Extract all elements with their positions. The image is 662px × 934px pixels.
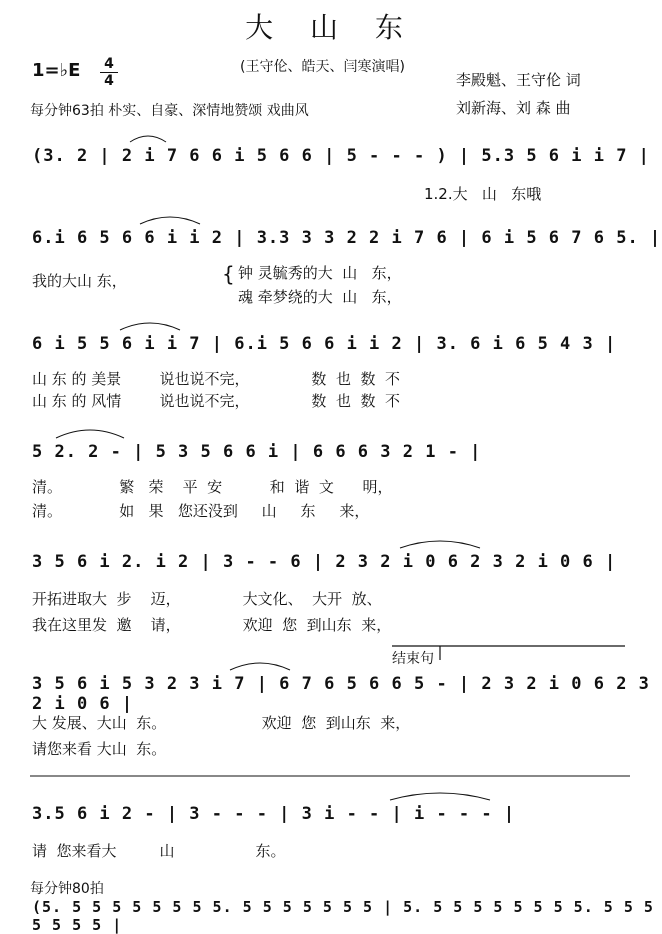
composers: 刘新海、刘 森 曲 bbox=[456, 99, 571, 117]
lyric-line-5b: 我在这里发 邀 请， 欢迎 您 到山东 来， bbox=[32, 616, 392, 634]
lyric-line-6a: 大 发展、大山 东。 欢迎 您 到山东 来， bbox=[32, 714, 411, 732]
notation-line-8: (5. 5 5 5 5 5 5 5 5. 5 5 5 5 5 5 5 | 5. 5 5 5 5 5 5 5 5. 5 5 5 5 5 5 5 | bbox=[32, 898, 654, 934]
lyric-line-1: 1.2.大 山 东哦 bbox=[424, 185, 542, 203]
slur bbox=[56, 430, 124, 438]
ending-bracket bbox=[392, 646, 625, 660]
notation-line-2: 6.i 6 5 6 6 i i 2 | 3.3 3 3 2 2 i 7 6 | 6 i 5 6 7 6 5. | bbox=[32, 228, 662, 248]
slur bbox=[130, 136, 166, 142]
singers: (王守伦、皓天、闫寒演唱) bbox=[240, 59, 405, 75]
notation-line-6: 3 5 6 i 5 3 2 3 i 7 | 6 7 6 5 6 6 5 - | 2 3 2 i 0 6 2 3 2 i 0 6 | bbox=[32, 674, 650, 714]
slur bbox=[120, 323, 180, 330]
song-title: 大 山 东 bbox=[245, 11, 417, 44]
tempo-marking: 每分钟63拍 朴实、自豪、深情地赞颂 戏曲风 bbox=[30, 103, 309, 119]
lyricists: 李殿魁、王守伦 词 bbox=[456, 71, 581, 89]
notation-line-4: 5 2. 2 - | 5 3 5 6 6 i | 6 6 6 3 2 1 - | bbox=[32, 442, 482, 462]
lyric-line-3a: 山 东 的 美景 说也说不完， 数 也 数 不 bbox=[32, 370, 401, 388]
tempo-marking-2: 每分钟80拍 bbox=[30, 881, 104, 897]
slur bbox=[400, 541, 480, 548]
slur bbox=[390, 793, 490, 800]
slur bbox=[230, 663, 290, 670]
brace: { bbox=[222, 262, 235, 286]
lyric-line-4b: 清。 如 果 您还没到 山 东 来， bbox=[32, 502, 370, 520]
lyric-line-7: 请 您来看大 山 东。 bbox=[32, 842, 286, 860]
lyric-line-4a: 清。 繁 荣 平 安 和 谐 文 明， bbox=[32, 478, 393, 496]
lyric-line-3b: 山 东 的 风情 说也说不完， 数 也 数 不 bbox=[32, 392, 401, 410]
lyric-line-2c: 魂 牵梦绕的大 山 东， bbox=[238, 288, 402, 306]
lyric-line-2a: 我的大山 东， bbox=[32, 272, 127, 290]
notation-line-5: 3 5 6 i 2. i 2 | 3 - - 6 | 2 3 2 i 0 6 2 3 2 i 0 6 | bbox=[32, 552, 617, 572]
key-signature: 1=♭E bbox=[32, 60, 81, 81]
notation-line-7: 3.5 6 i 2 - | 3 - - - | 3 i - - | i - - - | bbox=[32, 804, 516, 824]
lyric-line-6b: 请您来看 大山 东。 bbox=[32, 740, 167, 758]
lyric-line-2b: 钟 灵毓秀的大 山 东， bbox=[238, 264, 402, 282]
time-signature-top: 4 bbox=[104, 56, 114, 72]
notation-line-1: (3. 2 | 2 i 7 6 6 i 5 6 6 | 5 - - - ) | 5.3 5 6 i i 7 | bbox=[32, 146, 650, 166]
time-signature-bottom: 4 bbox=[100, 72, 118, 89]
ending-label: 结束句 bbox=[392, 651, 434, 667]
slur bbox=[140, 217, 200, 224]
notation-line-3: 6 i 5 5 6 i i 7 | 6.i 5 6 6 i i 2 | 3. 6 i 6 5 4 3 | bbox=[32, 334, 617, 354]
lyric-line-5a: 开拓进取大 步 迈， 大文化、 大开 放、 bbox=[32, 590, 382, 608]
